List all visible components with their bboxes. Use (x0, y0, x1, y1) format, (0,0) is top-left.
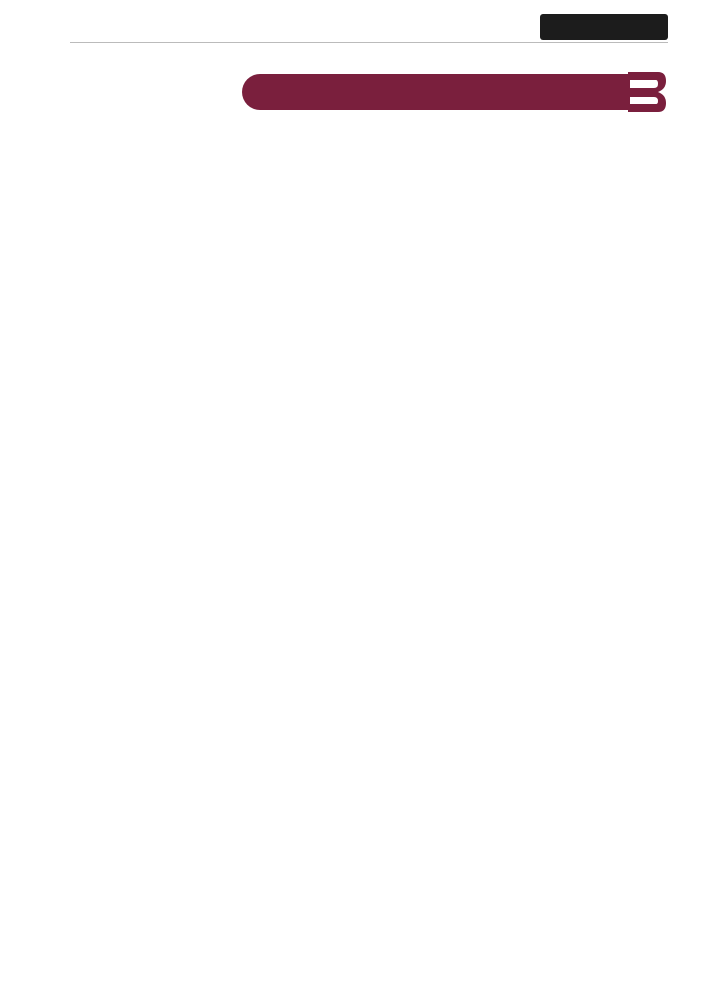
section-banner (60, 68, 668, 116)
edition-badge (540, 14, 668, 40)
section-number-icon (624, 68, 668, 116)
page-header (70, 14, 668, 42)
section-title-bar (242, 74, 630, 110)
header-divider (70, 42, 668, 43)
page-content (60, 58, 668, 124)
